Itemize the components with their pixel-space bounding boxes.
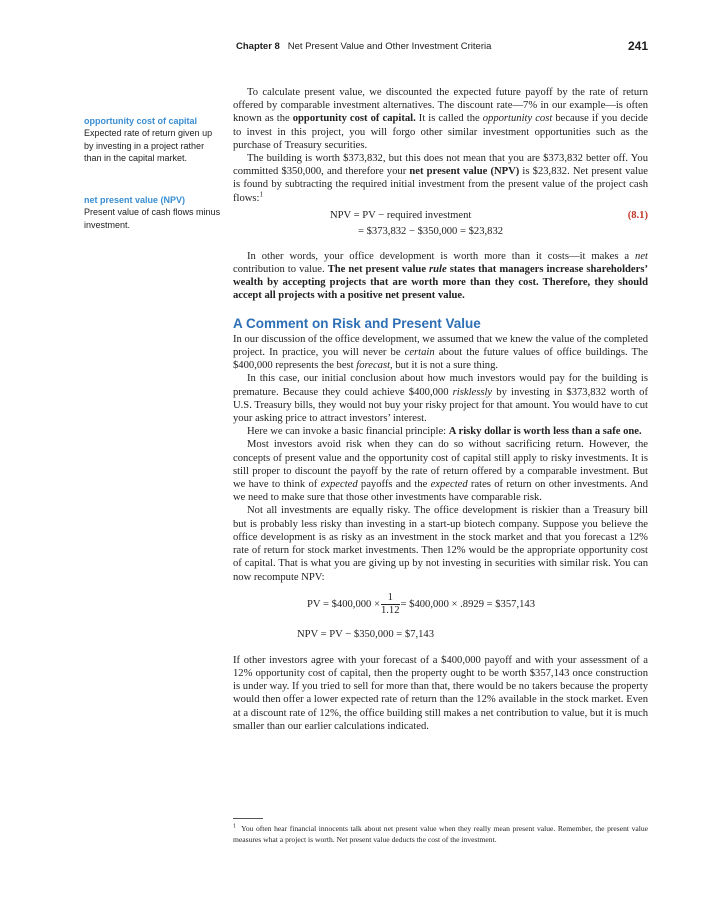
footnote-marker: 1 — [233, 823, 236, 830]
paragraph: Not all investments are equally risky. The office development is riskier than a Treasury bill but is probably less risky than investing in a start-up biotech company. Suppose you believe the office development is as risky as an investment in the stock market and that you forecast a 12% rate of return for stock market investments. Then 12% would be the appropriate opportunity cost of capital. That is what you are giving up by not investing in securities with similar risk. You can now recompute NPV: — [233, 505, 648, 583]
text: = $400,000 × .8929 = $357,143 — [400, 598, 535, 610]
italic-term: expected — [430, 479, 468, 491]
chapter-info — [236, 41, 491, 52]
text: In other words, your office development is worth more than it costs—it makes a — [247, 250, 636, 262]
fraction — [381, 592, 400, 617]
paragraph — [233, 372, 648, 425]
page-number: 241 — [627, 39, 648, 53]
footnote — [233, 823, 648, 845]
margin-note-opportunity-cost — [84, 115, 224, 164]
italic-term: opportunity cost — [482, 113, 553, 125]
bold-term: net present value (NPV) — [409, 166, 520, 178]
equation-8-1 — [233, 209, 648, 241]
margin-note-npv — [84, 194, 224, 231]
text: PV = $400,000 × — [307, 598, 380, 610]
italic-term: forecast, — [356, 360, 393, 372]
text: It is called the — [415, 113, 483, 125]
text: contribution to value. — [233, 264, 328, 276]
equation-number: (8.1) — [627, 209, 648, 221]
text: payoffs and the — [357, 479, 431, 491]
footnote-text: You often hear financial innocents talk about net present value when they really mean present value. Remember, the present value measures what a project is worth. Net present value deducts the cost of the investment. — [233, 824, 649, 844]
bold-principle: A risky dollar is worth less than a safe one. — [448, 426, 642, 438]
text: rates of return on other investments. And we need to make sure that those other investments have comparable risk. — [233, 479, 648, 504]
text: In this case, our initial conclusion about how much investors would pay for the building is premature. Because they could achieve $400,000 — [233, 373, 648, 398]
text: but it is not a sure thing. — [392, 360, 499, 372]
text: is $23,832. Net present value is found by subtracting the required initial investment from the present value of the project cash flows: — [233, 166, 649, 204]
paragraph — [233, 438, 648, 504]
footnote-divider — [233, 818, 263, 819]
fraction-numerator: 1 — [381, 592, 400, 605]
fraction-denominator: 1.12 — [380, 604, 400, 616]
paragraph — [233, 250, 648, 303]
equation-line: = $373,832 − $350,000 = $23,832 — [358, 225, 504, 237]
italic-term: rule — [429, 264, 447, 276]
text: Here we can invoke a basic financial principle: — [247, 426, 449, 438]
equation-pv — [233, 590, 648, 646]
text: The net present value — [327, 264, 430, 276]
paragraph — [233, 86, 648, 152]
italic-term: certain — [404, 347, 435, 359]
margin-term: opportunity cost of capital — [84, 116, 198, 126]
margin-term: net present value (NPV) — [84, 195, 186, 205]
paragraph — [233, 152, 648, 205]
text: states that managers increase shareholders’ wealth by accepting projects that are worth more than they cost. Therefore, they should accept all projects with a positive net present value. — [233, 264, 648, 302]
paragraph — [233, 333, 648, 373]
running-header — [236, 40, 648, 54]
text: The building is worth $373,832, but this does not mean that you are $373,832 better off. You committed $350,000, and therefore your — [233, 153, 648, 178]
section-heading: A Comment on Risk and Present Value — [233, 315, 481, 331]
text: Most investors avoid risk when they can do so without sacrificing return. However, the concepts of present value and the opportunity cost of capital still apply to risky investments. It is still proper to discount the payoff by the rate of return offered by a comparable investment. But we have to think of — [233, 439, 648, 491]
paragraph: If other investors agree with your forecast of a $400,000 payoff and with your assessment of a 12% opportunity cost of capital, then the property ought to be worth $357,143 once construction is under way. If you tried to sell for more than that, there would be no takers because the property would then offer a lower expected rate of return than the 12% available in the stock market. Even at a discount rate of 12%, the office building still makes a net contribution to value, but it is much smaller than our earlier calculations indicated. — [233, 654, 648, 732]
margin-definition: Expected rate of return given up by investing in a project rather than in the capital market. — [84, 128, 213, 163]
text: In our discussion of the office development, we assumed that we knew the value of the completed project. In practice, you will never be — [233, 333, 648, 359]
text: because if you decide to invest in this project, you will forgo other similar investment opportunities such as the purchase of Treasury securities. — [233, 113, 648, 151]
paragraph — [233, 425, 648, 438]
equation-line: NPV = PV − required investment — [330, 209, 472, 221]
chapter-title: Net Present Value and Other Investment Criteria — [287, 41, 492, 52]
chapter-label: Chapter 8 — [236, 41, 280, 52]
italic-term: expected — [320, 479, 358, 491]
italic-term: risklessly — [452, 386, 493, 398]
margin-definition: Present value of cash flows minus investment. — [84, 207, 221, 230]
text: about the future values of office buildings. The $400,000 represents the best — [233, 347, 648, 372]
footnote-ref[interactable]: 1 — [259, 190, 263, 199]
equation-line — [307, 592, 535, 617]
text: To calculate present value, we discounted the expected future payoff by the rate of return offered by comparable investment alternatives. The discount rate—7% in our example—is often known as the — [233, 87, 648, 125]
equation-line: NPV = PV − $350,000 = $7,143 — [297, 628, 435, 640]
italic-term: net — [635, 250, 648, 262]
main-text — [233, 86, 648, 733]
text: by investing in $373,832 worth of U.S. Treasury bills, they would not buy your risky project for that amount. You would have to cut your asking price to attract investors’ interest. — [233, 386, 648, 425]
bold-term: opportunity cost of capital. — [292, 113, 416, 125]
